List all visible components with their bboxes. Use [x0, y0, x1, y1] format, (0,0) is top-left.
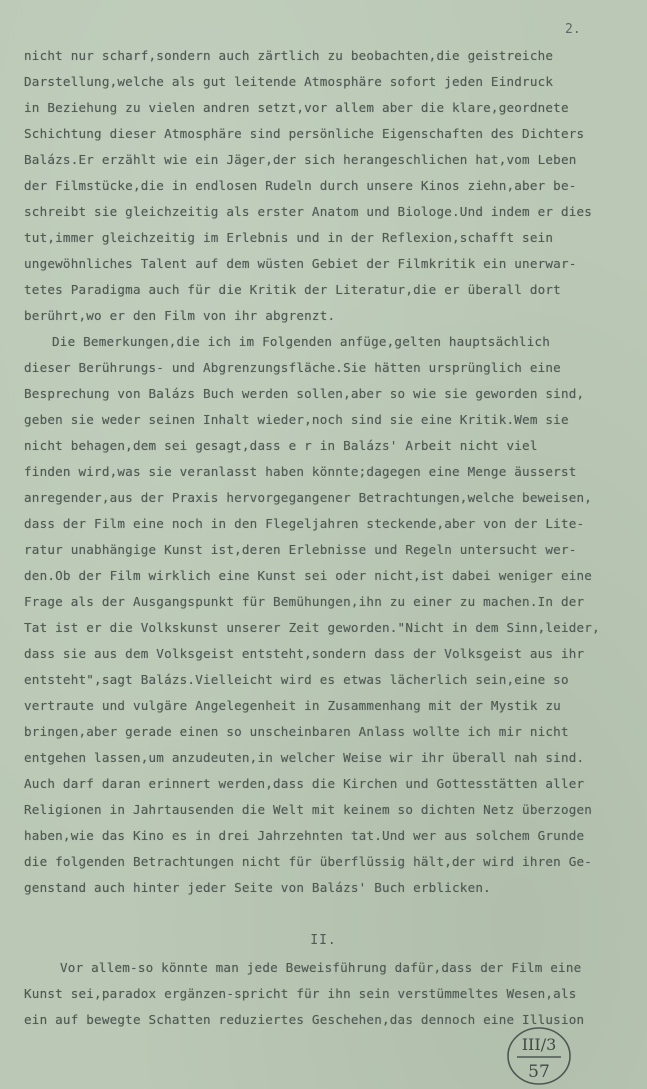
text-line: den.Ob der Film wirklich eine Kunst sei oder nicht,ist dabei weniger eine — [24, 568, 593, 583]
section-heading: II. — [310, 933, 337, 948]
text-line: ratur unabhängige Kunst ist,deren Erlebnisse und Regeln untersucht wer- — [24, 542, 577, 557]
text-line: schreibt sie gleichzeitig als erster Anatom und Biologe.Und indem er dies — [24, 204, 593, 219]
text-line: Die Bemerkungen,die ich im Folgenden anfüge,gelten hauptsächlich — [52, 334, 551, 349]
text-line: geben sie weder seinen Inhalt wieder,noch sind sie eine Kritik.Wem sie — [24, 412, 569, 427]
text-line: Tat ist er die Volkskunst unserer Zeit geworden."Nicht in dem Sinn,leider, — [24, 620, 600, 635]
archive-mark-top: III/3 — [521, 1035, 557, 1054]
text-line: Auch darf daran erinnert werden,dass die Kirchen und Gottesstätten aller — [24, 776, 585, 791]
text-line: Vor allem-so könnte man jede Beweisführung dafür,dass der Film eine — [60, 960, 582, 975]
text-line: entgehen lassen,um anzudeuten,in welcher Weise wir ihr überall nah sind. — [24, 750, 585, 765]
text-line: anregender,aus der Praxis hervorgegangener Betrachtungen,welche beweisen, — [24, 490, 593, 505]
text-line: Darstellung,welche als gut leitende Atmosphäre sofort jeden Eindruck — [24, 74, 554, 89]
text-line: bringen,aber gerade einen so unscheinbaren Anlass wollte ich mir nicht — [24, 724, 569, 739]
text-line: berührt,wo er den Film von ihr abgrenzt. — [24, 308, 336, 323]
text-line: ein auf bewegte Schatten reduziertes Geschehen,das dennoch eine Illusion — [24, 1012, 585, 1027]
text-line: haben,wie das Kino es in drei Jahrzehnten tat.Und wer aus solchem Grunde — [24, 828, 585, 843]
text-line: vertraute und vulgäre Angelegenheit in Zusammenhang mit der Mystik zu — [24, 698, 561, 713]
text-line: die folgenden Betrachtungen nicht für überflüssig hält,der wird ihren Ge- — [24, 854, 593, 869]
text-line: tut,immer gleichzeitig im Erlebnis und in der Reflexion,schafft sein — [24, 230, 554, 245]
text-line: Balázs.Er erzählt wie ein Jäger,der sich herangeschlichen hat,vom Leben — [24, 152, 577, 167]
text-line: entsteht",sagt Balázs.Vielleicht wird es etwas lächerlich sein,eine so — [24, 672, 569, 687]
page-number: 2. — [565, 22, 581, 37]
text-line: in Beziehung zu vielen andren setzt,vor allem aber die klare,geordnete — [24, 100, 569, 115]
text-line: dieser Berührungs- und Abgrenzungsfläche.Sie hätten ursprünglich eine — [24, 360, 561, 375]
archive-mark-bottom: 57 — [528, 1062, 550, 1082]
text-line: dass sie aus dem Volksgeist entsteht,sondern dass der Volksgeist aus ihr — [24, 646, 585, 661]
text-line: Kunst sei,paradox ergänzen-spricht für ihn sein verstümmeltes Wesen,als — [24, 986, 577, 1001]
text-line: Besprechung von Balázs Buch werden sollen,aber so wie sie geworden sind, — [24, 386, 585, 401]
text-line: finden wird,was sie veranlasst haben könnte;dagegen eine Menge äusserst — [24, 464, 577, 479]
text-line: der Filmstücke,die in endlosen Rudeln durch unsere Kinos ziehn,aber be- — [24, 178, 577, 193]
text-line: Frage als der Ausgangspunkt für Bemühungen,ihn zu einer zu machen.In der — [24, 594, 585, 609]
text-line: tetes Paradigma auch für die Kritik der Literatur,die er überall dort — [24, 282, 561, 297]
text-line: dass der Film eine noch in den Flegeljahren steckende,aber von der Lite- — [24, 516, 585, 531]
archive-stamp — [505, 1025, 573, 1087]
text-line: ungewöhnliches Talent auf dem wüsten Gebiet der Filmkritik ein unerwar- — [24, 256, 577, 271]
text-line: genstand auch hinter jeder Seite von Balázs' Buch erblicken. — [24, 880, 491, 895]
text-line: nicht behagen,dem sei gesagt,dass e r in Balázs' Arbeit nicht viel — [24, 438, 538, 453]
text-line: Schichtung dieser Atmosphäre sind persönliche Eigenschaften des Dichters — [24, 126, 585, 141]
text-line: Religionen in Jahrtausenden die Welt mit keinem so dichten Netz überzogen — [24, 802, 593, 817]
text-line: nicht nur scharf,sondern auch zärtlich zu beobachten,die geistreiche — [24, 48, 554, 63]
